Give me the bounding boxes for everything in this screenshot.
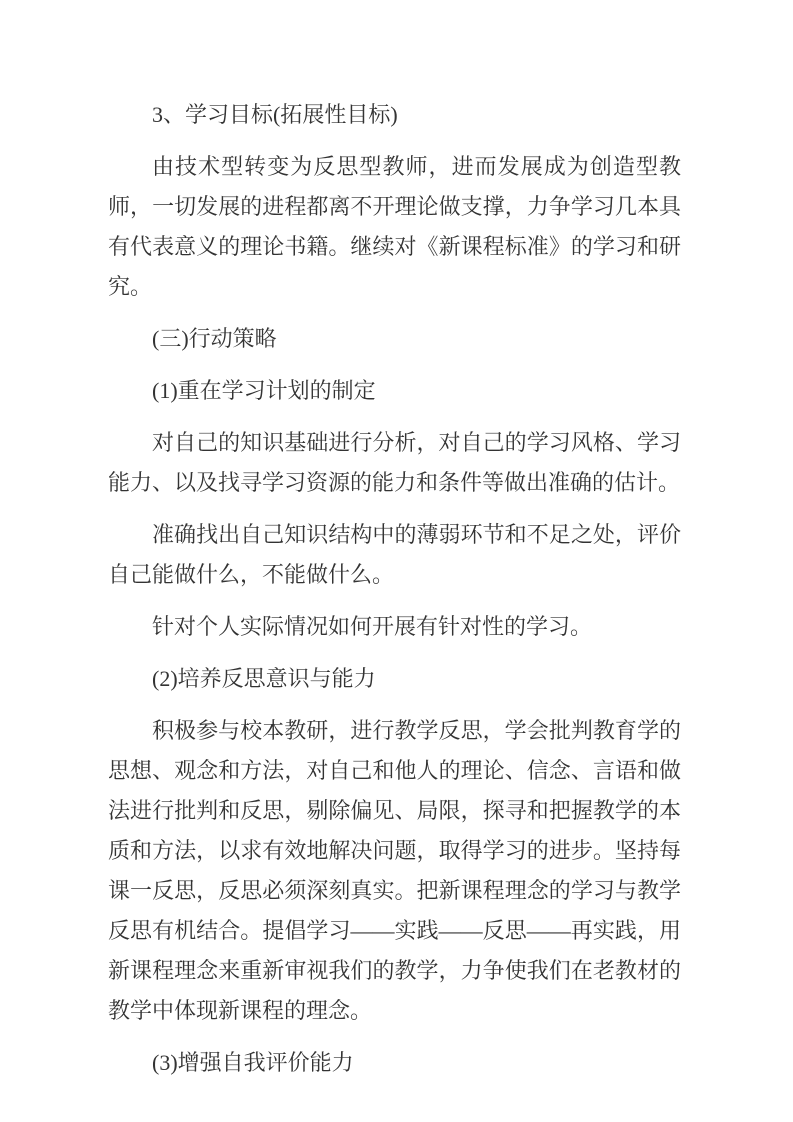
heading-item-1: (1)重在学习计划的制定 [152, 378, 376, 403]
document-body [108, 95, 681, 1083]
paragraph: 针对个人实际情况如何开展有针对性的学习。 [152, 614, 593, 639]
heading-learning-goal: 3、学习目标(拓展性目标) [152, 102, 398, 127]
paragraph: 对自己的知识基础进行分析，对自己的学习风格、学习能力、以及找寻学习资源的能力和条件等做出准确的估计。 [108, 430, 681, 495]
heading-item-2: (2)培养反思意识与能力 [152, 666, 376, 691]
paragraph: 积极参与校本教研，进行教学反思，学会批判教育学的思想、观念和方法，对自己和他人的理论、信念、言语和做法进行批判和反思，剔除偏见、局限，探寻和把握教学的本质和方法，以求有效地解决问题，取得学习的进步。坚持每课一反思，反思必须深刻真实。把新课程理念的学习与教学反思有机结合。提倡学习——实践——反思——再实践，用新课程理念来重新审视我们的教学，力争使我们在老教材的教学中体现新课程的理念。 [108, 718, 681, 1023]
paragraph: 由技术型转变为反思型教师，进而发展成为创造型教师，一切发展的进程都离不开理论做支撑，力争学习几本具有代表意义的理论书籍。继续对《新课程标准》的学习和研究。 [108, 154, 681, 299]
paragraph: 准确找出自己知识结构中的薄弱环节和不足之处，评价自己能做什么，不能做什么。 [108, 522, 681, 587]
heading-item-3: (3)增强自我评价能力 [152, 1050, 354, 1075]
heading-action-strategy: (三)行动策略 [152, 326, 277, 351]
